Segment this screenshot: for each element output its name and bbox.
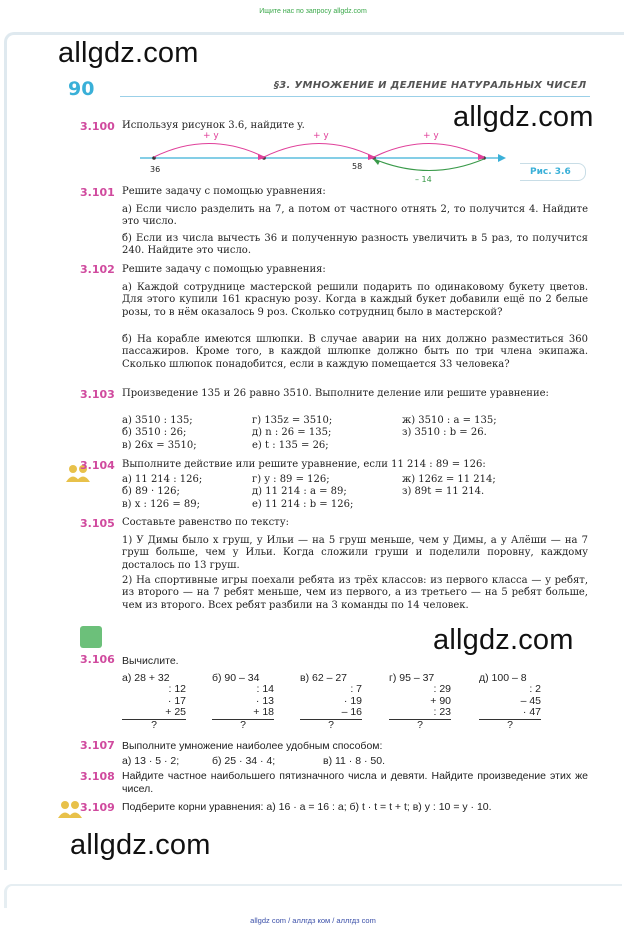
- figure-caption: Рис. 3.6: [530, 167, 571, 177]
- arc-plus-y-2: [264, 144, 374, 158]
- task-number: 3.102: [80, 263, 115, 276]
- calc-step: : 23: [389, 707, 451, 719]
- task-text: Используя рисунок 3.6, найдите y.: [122, 120, 305, 131]
- task-number: 3.108: [80, 770, 115, 783]
- calc-head: а) 28 + 32: [122, 672, 170, 684]
- arc-label: + y: [313, 131, 329, 141]
- calc-answer: ?: [151, 718, 157, 731]
- calc-answer: ?: [507, 718, 513, 731]
- task-intro: Решите задачу с помощью уравнения:: [122, 186, 326, 197]
- footer-links[interactable]: allgdz com / аллгдз ком / аллгдз com: [250, 916, 376, 925]
- calc-step: : 29: [433, 683, 451, 696]
- task-item: з) 3510 : b = 26.: [402, 427, 487, 439]
- watermark: allgdz.com: [433, 624, 574, 656]
- task-number: 3.106: [80, 653, 115, 666]
- page-number: 90: [68, 78, 95, 100]
- chapter-header: §3. УМНОЖЕНИЕ И ДЕЛЕНИЕ НАТУРАЛЬНЫХ ЧИСЕЛ: [274, 80, 587, 91]
- task-part-b: 2) На спортивные игры поехали ребята из трёх классов: из первого класса — y ребят, из второго — на 7 ребят меньше, чем из первого, а из третьего — на 5 ребят больше, чем из второго. Всех ребят разбили на 3 команды по 14 человек.: [122, 575, 588, 611]
- tick-label: 58: [352, 162, 363, 171]
- task-items-grid: [122, 474, 532, 511]
- watermark: allgdz.com: [70, 829, 211, 861]
- task-part-a: а) Если число разделить на 7, а потом от частного отнять 2, то получится 4. Найдите это число.: [122, 204, 588, 228]
- calc-column: [479, 673, 541, 731]
- calc-head: г) 95 – 37: [389, 672, 435, 684]
- task-item: [402, 499, 532, 511]
- task-text: Выполните умножение наиболее удобным способом:: [122, 740, 383, 752]
- task-part-b: б) Если из числа вычесть 36 и полученную разность увеличить в 5 раз, то получится 240. Найдите это число.: [122, 233, 588, 257]
- task-text: Вычислите.: [122, 655, 179, 667]
- next-page-edge: [4, 884, 622, 908]
- arc-minus-14: [374, 159, 484, 171]
- task-item: д) 11 214 : a = 89;: [252, 486, 347, 498]
- calc-column: [300, 673, 362, 731]
- task-number: 3.105: [80, 517, 115, 530]
- header-divider: [120, 96, 590, 97]
- figure-caption-frame: [520, 163, 586, 181]
- task-item: б) 89 · 126;: [122, 486, 180, 498]
- calc-head: б) 90 – 34: [212, 672, 260, 684]
- calc-step: · 13: [255, 694, 274, 707]
- calc-answer: ?: [240, 718, 246, 731]
- calc-column: [122, 673, 186, 731]
- task-item: е) 11 214 : b = 126;: [252, 498, 354, 510]
- calc-head: в) 62 – 27: [300, 672, 348, 684]
- watermark: allgdz.com: [453, 101, 594, 133]
- calc-answer: ?: [417, 718, 423, 731]
- calc-step: – 16: [300, 707, 362, 719]
- task-number: 3.100: [80, 120, 115, 133]
- task-item: в) 11 · 8 · 50.: [323, 755, 385, 767]
- task-item: з) 89t = 11 214.: [402, 486, 485, 498]
- calc-step: : 7: [350, 683, 362, 696]
- calc-step: : 2: [529, 683, 541, 696]
- task-item: г) 135z = 3510;: [252, 415, 333, 426]
- task-text: Произведение 135 и 26 равно 3510. Выполните деление или решите уравнение:: [122, 388, 549, 399]
- calc-head: д) 100 – 8: [479, 672, 527, 684]
- calc-answer: ?: [328, 718, 334, 731]
- practice-badge: [80, 626, 102, 648]
- task-item: е) t : 135 = 26;: [252, 439, 329, 451]
- task-number: 3.101: [80, 186, 115, 199]
- top-note: Ищите нас по запросу allgdz.com: [259, 8, 367, 15]
- tick-label: 36: [150, 165, 161, 174]
- task-number: 3.109: [80, 801, 115, 814]
- calc-column: [389, 673, 451, 731]
- task-item: [402, 440, 532, 452]
- arc-label: + y: [423, 131, 439, 141]
- task-item: а) 3510 : 135;: [122, 415, 193, 426]
- task-number: 3.104: [80, 459, 115, 472]
- arc-plus-y-1: [154, 144, 264, 158]
- calc-column: [212, 673, 274, 731]
- calc-step: : 12: [168, 683, 186, 696]
- task-item: д) n : 26 = 135;: [252, 427, 332, 439]
- task-intro: Составьте равенство по тексту:: [122, 517, 289, 528]
- task-item: ж) 3510 : a = 135;: [402, 415, 497, 426]
- task-number: 3.103: [80, 388, 115, 401]
- task-intro: Решите задачу с помощью уравнения:: [122, 264, 326, 275]
- calc-step: + 90: [430, 694, 451, 707]
- task-item: в) x : 126 = 89;: [122, 498, 200, 510]
- calc-step: : 14: [256, 683, 274, 696]
- watermark: allgdz.com: [58, 37, 199, 69]
- task-item: а) 11 214 : 126;: [122, 474, 203, 485]
- task-text: Выполните действие или решите уравнение, если 11 214 : 89 = 126:: [122, 459, 486, 470]
- task-part-a: 1) У Димы было x груш, у Ильи — на 5 груш меньше, чем у Димы, а у Алёши — на 7 груш больше, чем у Ильи. Когда сложили груши и поделили поровну, каждому досталось по 13 груш.: [122, 535, 588, 571]
- task-item: г) y : 89 = 126;: [252, 474, 330, 485]
- task-number: 3.107: [80, 739, 115, 752]
- task-item: а) 13 · 5 · 2;: [122, 755, 180, 767]
- calc-step: · 17: [167, 694, 186, 707]
- calc-step: – 45: [520, 694, 541, 707]
- arc-plus-y-3: [374, 144, 484, 158]
- task-part-a: а) Каждой сотруднице мастерской решили подарить по одинаковому букету цветов. Для этого купили 161 красную розу. Когда в каждый букет добавили ещё по 2 белые розы, то в нём оказалось 9 роз. Сколько сотрудниц было в мастерской?: [122, 282, 588, 318]
- calc-step: + 18: [212, 707, 274, 719]
- task-items-grid: [122, 415, 532, 452]
- task-text: Подберите корни уравнения: а) 16 · a = 16 : a; б) t · t = t + t; в) y : 10 = y · 10.: [122, 801, 492, 813]
- number-line-arrow: [498, 154, 506, 162]
- calc-step: + 25: [122, 707, 186, 719]
- minus-label: – 14: [415, 175, 432, 184]
- task-text: Найдите частное наибольшего пятизначного числа и девяти. Найдите произведение этих же чисел.: [122, 770, 588, 795]
- task-item: б) 25 · 34 · 4;: [212, 755, 276, 767]
- task-item: ж) 126z = 11 214;: [402, 474, 496, 485]
- task-item: в) 26x = 3510;: [122, 439, 197, 451]
- task-item: б) 3510 : 26;: [122, 427, 187, 439]
- calc-step: · 19: [343, 694, 362, 707]
- task-part-b: б) На корабле имеются шлюпки. В случае аварии на них должно разместиться 360 пассажиров. Кроме того, в каждой шлюпке должно быть по три члена экипажа. Сколько шлюпок понадобится, если в каждую помещается 33 человека?: [122, 334, 588, 370]
- calc-step: · 47: [479, 707, 541, 719]
- arc-label: + y: [203, 131, 219, 141]
